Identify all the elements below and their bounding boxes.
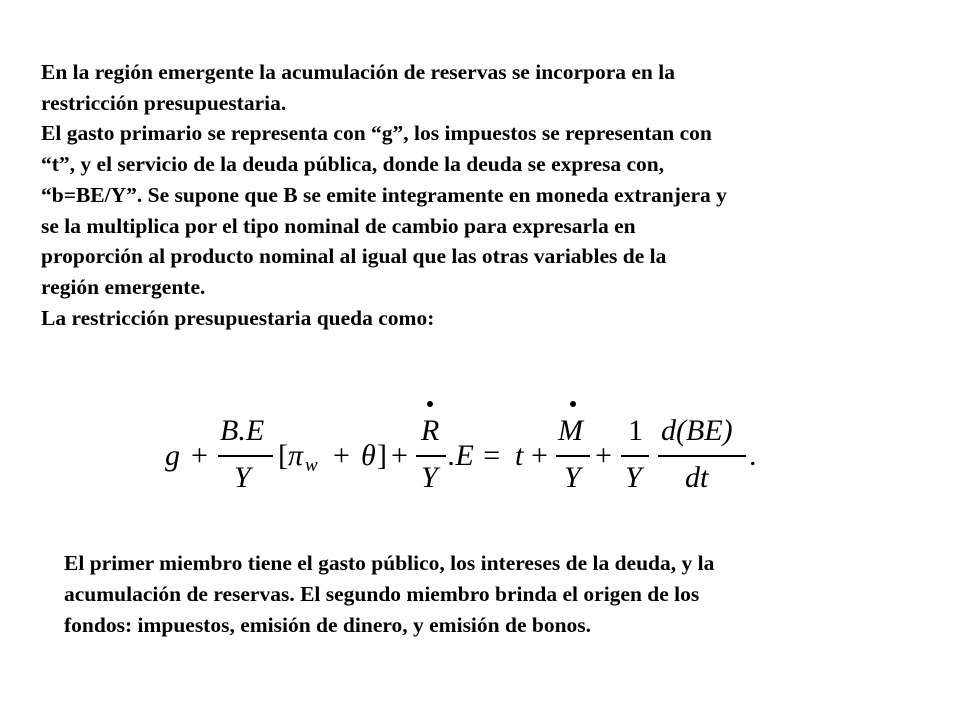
eq-plus: +	[191, 439, 208, 472]
eq-frac3-denominator: Y	[564, 461, 581, 494]
eq-frac4-denominator: Y	[625, 461, 642, 494]
eq-dot-e-equals: .E =	[448, 439, 502, 472]
intro-line: proporción al producto nominal al igual que las otras variables de la	[41, 244, 667, 269]
eq-r-dot	[427, 401, 433, 407]
eq-frac3-bar	[556, 455, 590, 457]
eq-t: t	[515, 439, 524, 472]
eq-frac3-numerator: M	[558, 414, 583, 447]
eq-frac2-denominator: Y	[421, 461, 438, 494]
eq-plus: +	[391, 439, 408, 472]
eq-left-bracket: [	[278, 439, 288, 472]
eq-frac1-denominator: Y	[234, 461, 251, 494]
eq-plus: +	[595, 439, 612, 472]
intro-line: La restricción presupuestaria queda como:	[41, 305, 435, 330]
eq-frac2-bar	[416, 455, 446, 457]
intro-line: región emergente.	[41, 274, 206, 299]
intro-line: “t”, y el servicio de la deuda pública, donde la deuda se expresa con,	[41, 152, 665, 177]
eq-right-bracket: ]	[377, 439, 387, 472]
closing-line: El primer miembro tiene el gasto público, los intereses de la deuda, y la	[64, 551, 715, 575]
intro-line: “b=BE/Y”. Se supone que B se emite integramente en moneda extranjera y	[41, 182, 727, 207]
intro-paragraph	[41, 57, 941, 333]
eq-frac1-numerator: B.E	[220, 414, 265, 447]
eq-frac5-bar	[658, 455, 746, 457]
eq-frac1-bar	[218, 455, 273, 457]
eq-g: g	[165, 439, 180, 472]
eq-period: .	[749, 439, 757, 472]
eq-plus: +	[531, 439, 548, 472]
closing-line: fondos: impuestos, emisión de dinero, y emisión de bonos.	[64, 613, 592, 637]
closing-paragraph	[64, 548, 944, 641]
eq-pi-subscript: w	[305, 455, 318, 476]
eq-frac4-numerator: 1	[628, 414, 643, 447]
eq-frac2-numerator: R	[421, 414, 440, 447]
closing-line: acumulación de reservas. El segundo miembro brinda el origen de los	[64, 582, 700, 606]
intro-line: se la multiplica por el tipo nominal de cambio para expresarla en	[41, 213, 636, 238]
budget-constraint-equation	[163, 386, 773, 498]
eq-frac5-numerator: d(BE)	[661, 414, 733, 447]
eq-theta: θ	[361, 439, 376, 472]
intro-line: restricción presupuestaria.	[41, 90, 287, 115]
eq-frac4-bar	[621, 455, 649, 457]
intro-line: En la región emergente la acumulación de reservas se incorpora en la	[41, 60, 675, 84]
eq-pi: π	[288, 439, 304, 472]
eq-plus: +	[333, 439, 350, 472]
intro-line: El gasto primario se representa con “g”, los impuestos se representan con	[41, 121, 712, 146]
eq-frac5-denominator: dt	[685, 461, 709, 494]
eq-m-dot	[570, 401, 576, 407]
